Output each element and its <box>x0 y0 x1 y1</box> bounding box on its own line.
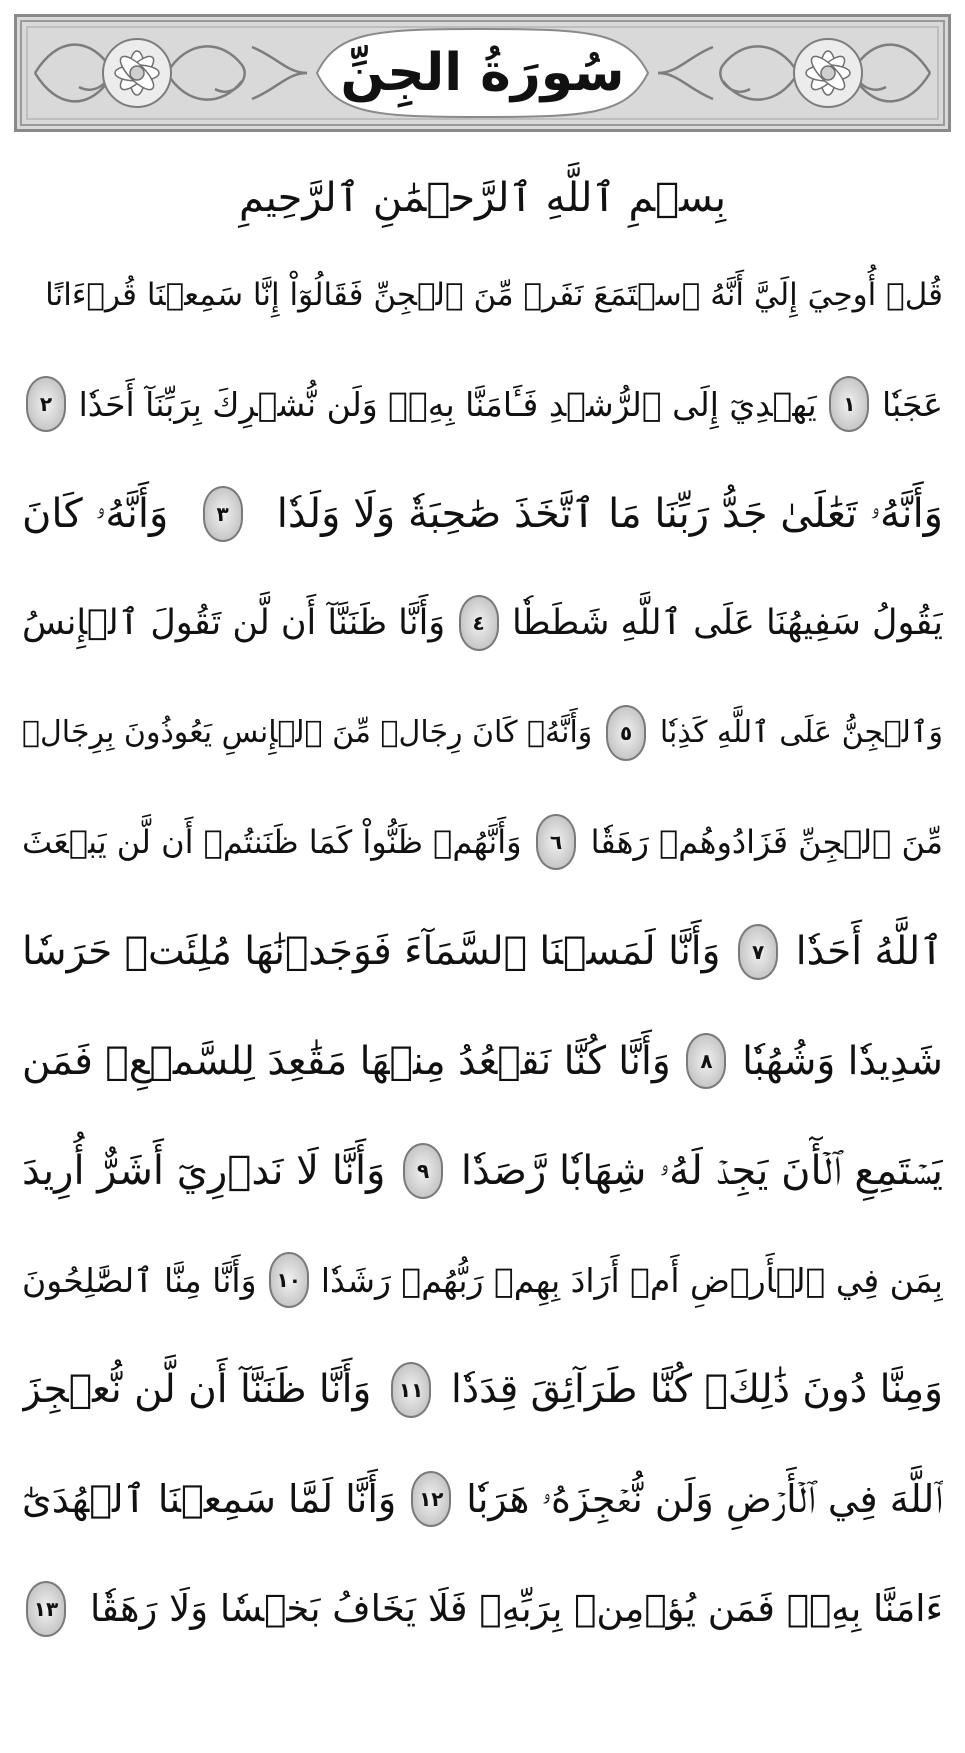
verse-text: وَأَنَّا مِنَّا ٱلصَّٰلِحُونَ <box>22 1260 257 1300</box>
verse-line <box>22 569 943 679</box>
verse-text: يَقُولُ سَفِيهُنَا عَلَى ٱللَّهِ شَطَطٗا <box>512 603 943 644</box>
verse-text: وَأَنَّا لَا نَدۡرِيٓ أَشَرٌّ أُرِيدَ <box>22 1147 386 1194</box>
ayah-number-marker: ٧ <box>738 924 778 980</box>
verse-text: ٱللَّهَ فِي ٱلۡأَرۡضِ وَلَن نُّعۡجِزَهُۥ هَرَبٗا <box>466 1476 943 1521</box>
verse-text: وَأَنَّا لَمَسۡنَا ٱلسَّمَآءَ فَوَجَدۡنَٰهَا مُلِئَتۡ حَرَسٗا <box>22 929 721 975</box>
verse-line <box>22 1335 943 1445</box>
verse-line <box>22 678 943 788</box>
verse-line <box>22 1007 943 1117</box>
ayah-number-marker: ٤ <box>459 595 499 651</box>
ayah-number-marker: ١٠ <box>269 1252 309 1308</box>
verse-line <box>22 240 943 350</box>
verse-text: وَأَنَّهُۥ كَانَ رِجَالٞ مِّنَ ٱلۡإِنسِ يَعُوذُونَ بِرِجَالٖ <box>22 715 593 751</box>
verse-line <box>22 897 943 1007</box>
verse-text: قُلۡ أُوحِيَ إِلَيَّ أَنَّهُ ٱسۡتَمَعَ نَفَرٞ مِّنَ ٱلۡجِنِّ فَقَالُوٓاْ إِنَّا سَمِعۡنَا قُرۡءَانًا <box>45 276 943 313</box>
verse-line <box>22 1445 943 1555</box>
verse-text: وَأَنَّهُۥ تَعَٰلَىٰ جَدُّ رَبِّنَا مَا ٱتَّخَذَ صَٰحِبَةٗ وَلَا وَلَدٗا <box>276 490 943 537</box>
verse-text: وَأَنَّا لَمَّا سَمِعۡنَا ٱلۡهُدَىٰٓ <box>22 1477 397 1522</box>
ayah-number-marker: ١١ <box>391 1362 431 1418</box>
verse-line <box>22 1554 943 1664</box>
verse-text: مِّنَ ٱلۡجِنِّ فَزَادُوهُمۡ رَهَقٗا <box>590 823 943 862</box>
ayah-number-marker: ٣ <box>203 486 243 542</box>
verse-text: وَٱلۡجِنُّ عَلَى ٱللَّهِ كَذِبٗا <box>659 715 943 751</box>
verse-text: وَأَنَّهُمۡ ظَنُّواْ كَمَا ظَنَنتُمۡ أَن لَّن يَبۡعَثَ <box>22 823 522 862</box>
verse-text: وَأَنَّا كُنَّا نَقۡعُدُ مِنۡهَا مَقَٰعِدَ لِلسَّمۡعِۖ فَمَن <box>22 1038 671 1084</box>
verse-text: وَأَنَّا ظَنَنَّآ أَن لَّن نُّعۡجِزَ <box>22 1367 372 1413</box>
verse-text: وَمِنَّا دُونَ ذَٰلِكَۖ كُنَّا طَرَآئِقَ قِدَدٗا <box>450 1367 943 1413</box>
verse-text: وَأَنَّهُۥ كَانَ <box>22 490 169 537</box>
ayah-number-marker: ٨ <box>686 1033 726 1089</box>
verse-text: وَأَنَّا ظَنَنَّآ أَن لَّن تَقُولَ ٱلۡإِنسُ <box>22 603 446 644</box>
ayah-number-marker: ٦ <box>536 814 576 870</box>
verse-text: ءَامَنَّا بِهِۦۖ فَمَن يُؤۡمِنۢ بِرَبِّهِۦ فَلَا يَخَافُ بَخۡسٗا وَلَا رَهَقٗا <box>89 1587 943 1631</box>
verse-text: بِمَن فِي ٱلۡأَرۡضِ أَمۡ أَرَادَ بِهِمۡ رَبُّهُمۡ رَشَدٗا <box>320 1260 943 1300</box>
surah-header-banner <box>14 14 951 132</box>
ayah-number-marker: ١ <box>829 376 869 432</box>
verse-text: يَهۡدِيٓ إِلَى ٱلرُّشۡدِ فَـَٔامَنَّا بِهِۦۖ وَلَن نُّشۡرِكَ بِرَبِّنَآ أَحَدٗا <box>78 384 817 424</box>
ayah-number-marker: ١٢ <box>411 1471 451 1527</box>
verse-line <box>22 788 943 898</box>
verse-lines <box>22 240 943 1664</box>
verse-text: ٱللَّهُ أَحَدٗا <box>795 929 943 975</box>
ayah-number-marker: ١٣ <box>26 1581 66 1637</box>
verse-line <box>22 459 943 569</box>
ayah-number-marker: ٩ <box>403 1143 443 1199</box>
verse-text: عَجَبٗا <box>881 384 943 424</box>
ayah-number-marker: ٥ <box>606 705 646 761</box>
verse-line <box>22 1116 943 1226</box>
verse-line <box>22 350 943 460</box>
verse-text: شَدِيدٗا وَشُهُبٗا <box>742 1038 943 1084</box>
ayah-number-marker: ٢ <box>26 376 66 432</box>
surah-title: سُورَةُ الجِنِّ <box>340 43 625 103</box>
verse-text: يَسۡتَمِعِ ٱلۡأٓنَ يَجِدۡ لَهُۥ شِهَابٗا رَّصَدٗا <box>460 1147 943 1194</box>
basmala: بِسۡمِ ٱللَّهِ ٱلرَّحۡمَٰنِ ٱلرَّحِيمِ <box>238 175 726 221</box>
verse-line <box>22 1226 943 1336</box>
